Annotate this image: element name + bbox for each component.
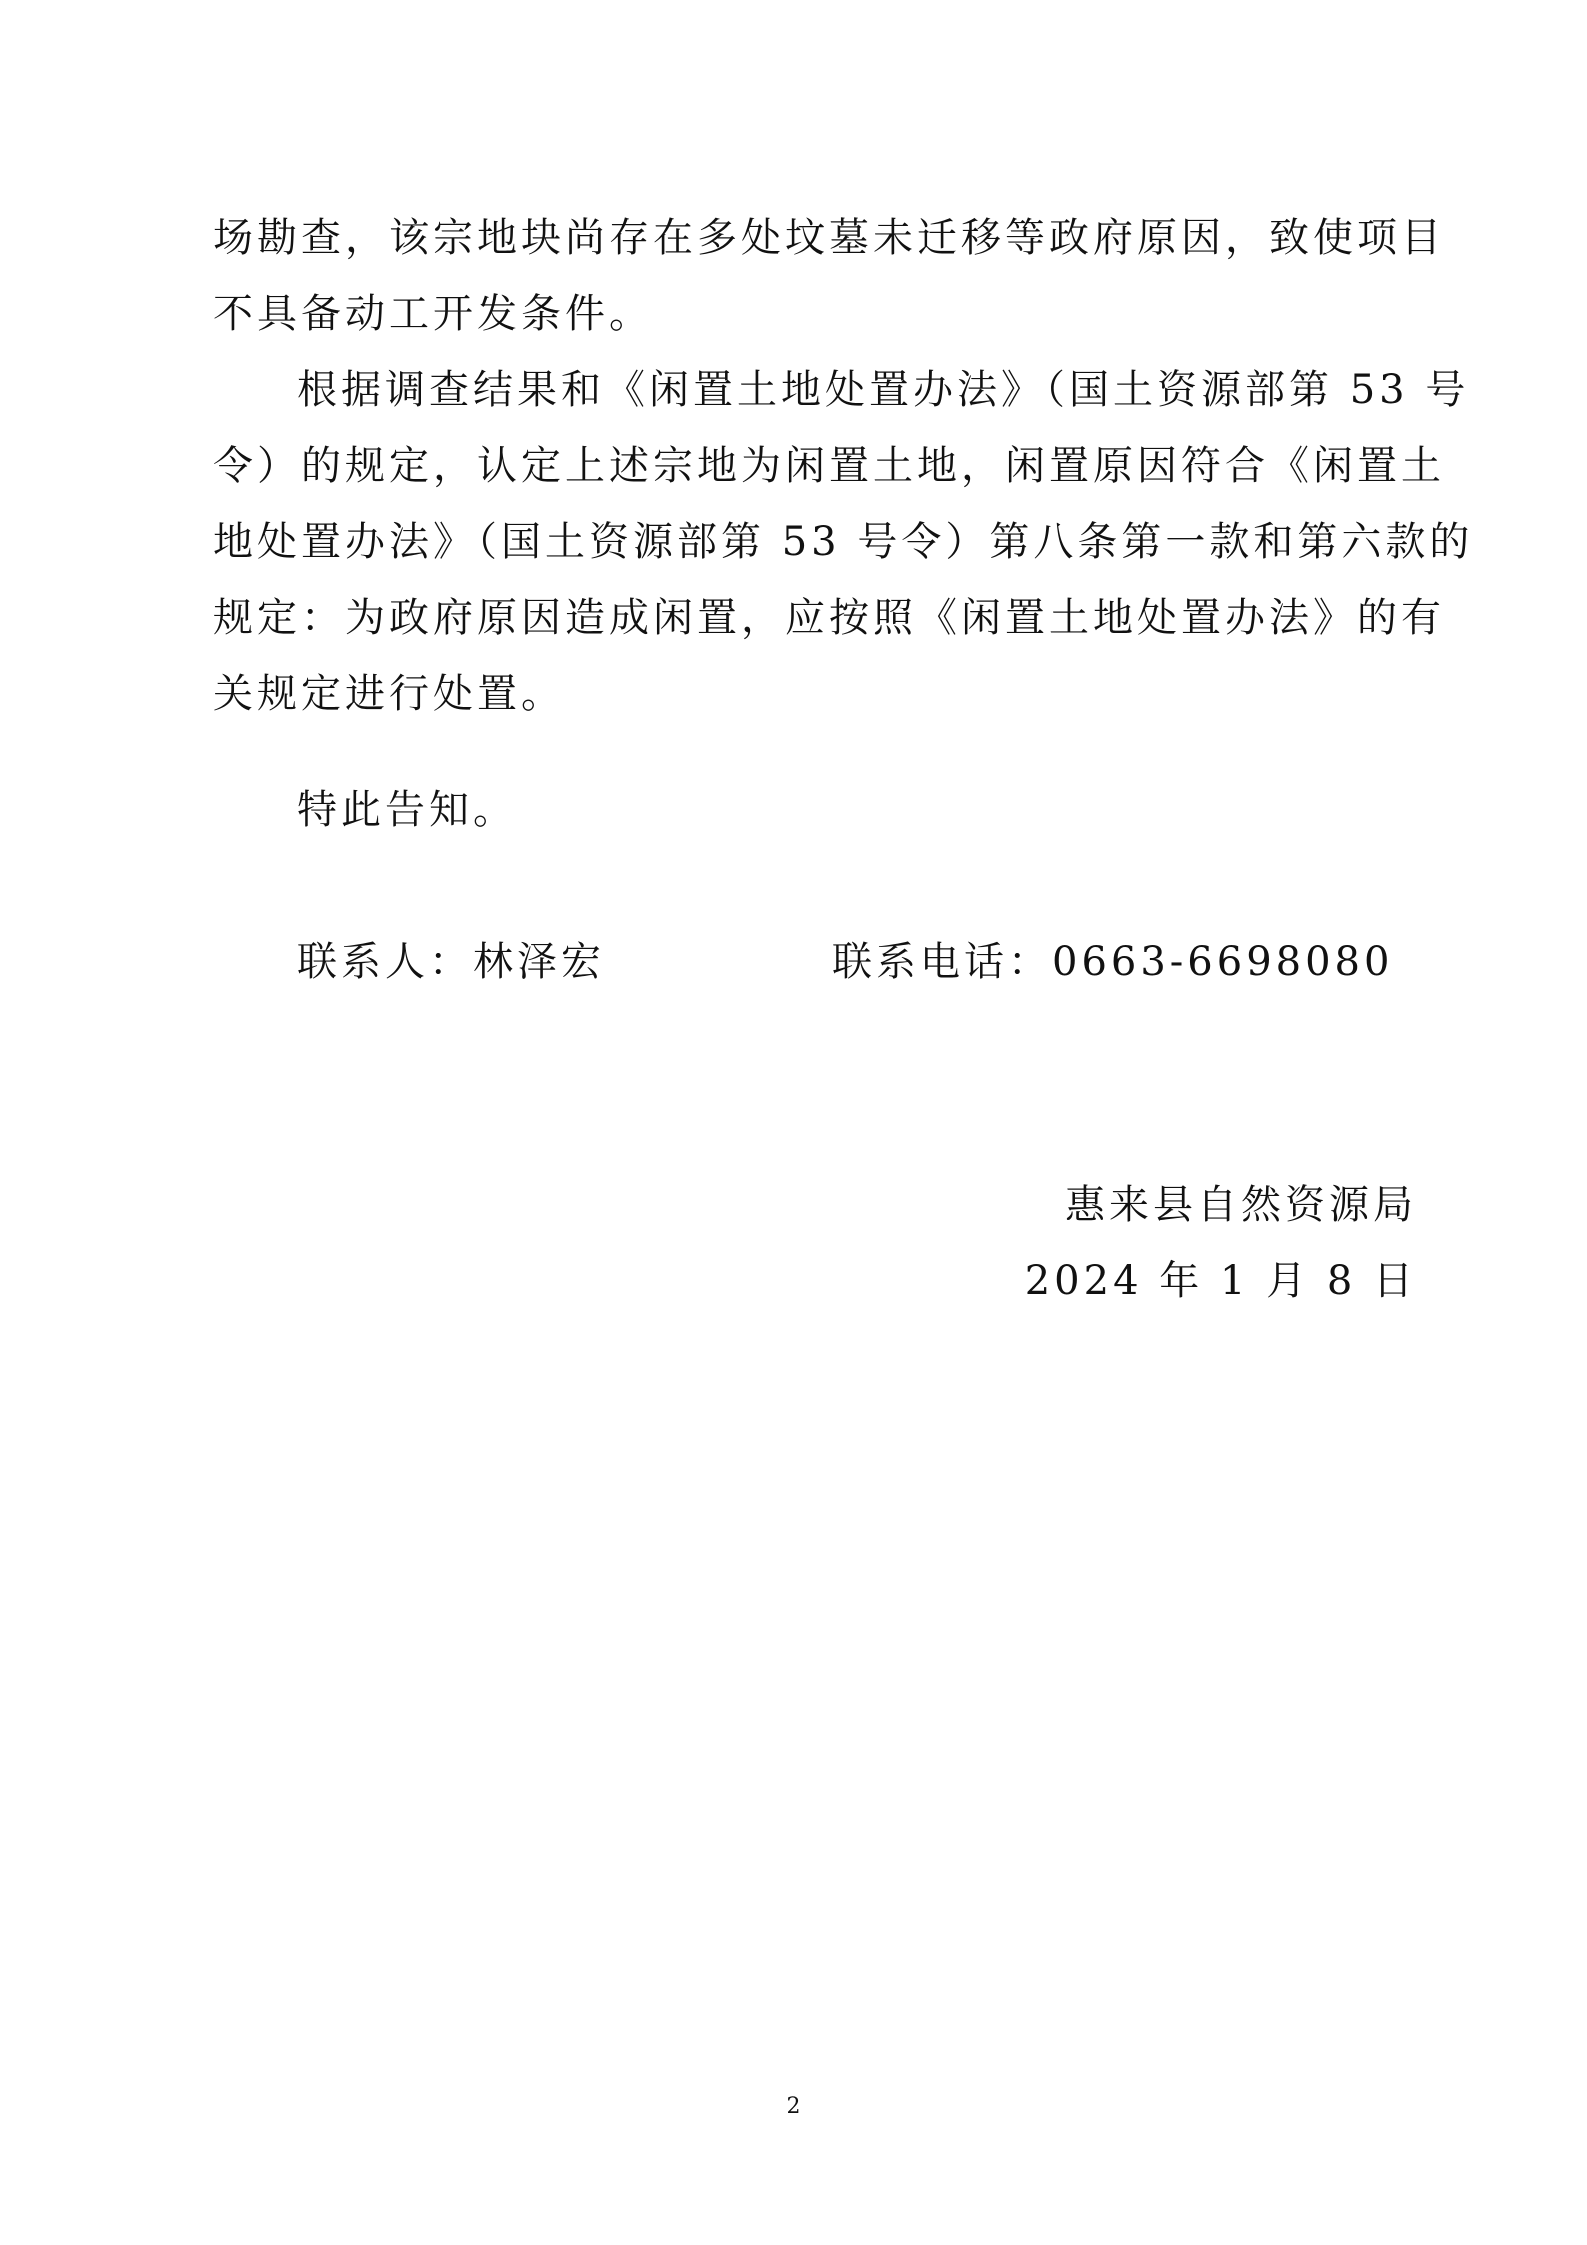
paragraph1-line1: 场勘查，该宗地块尚存在多处坟墓未迁移等政府原因，致使项目 — [213, 215, 1445, 261]
paragraph2-line4: 规定：为政府原因造成闲置，应按照《闲置土地处置办法》的有 — [213, 595, 1445, 641]
paragraph2-line5: 关规定进行处置。 — [213, 671, 565, 717]
paragraph2-line1: 根据调查结果和《闲置土地处置办法》（国土资源部第 53 号 — [297, 367, 1470, 413]
notice-text: 特此告知。 — [297, 787, 517, 833]
signature-organization: 惠来县自然资源局 — [1065, 1182, 1417, 1228]
contact-person: 联系人：林泽宏 — [297, 939, 605, 985]
page-number: 2 — [786, 2094, 801, 2119]
contact-phone: 联系电话：0663-6698080 — [832, 939, 1394, 985]
paragraph2-line2: 令）的规定，认定上述宗地为闲置土地，闲置原因符合《闲置土 — [213, 443, 1445, 489]
paragraph2-line3: 地处置办法》（国土资源部第 53 号令）第八条第一款和第六款的 — [213, 519, 1474, 565]
signature-date: 2024 年 1 月 8 日 — [1024, 1258, 1417, 1304]
paragraph1-line2: 不具备动工开发条件。 — [213, 291, 653, 337]
